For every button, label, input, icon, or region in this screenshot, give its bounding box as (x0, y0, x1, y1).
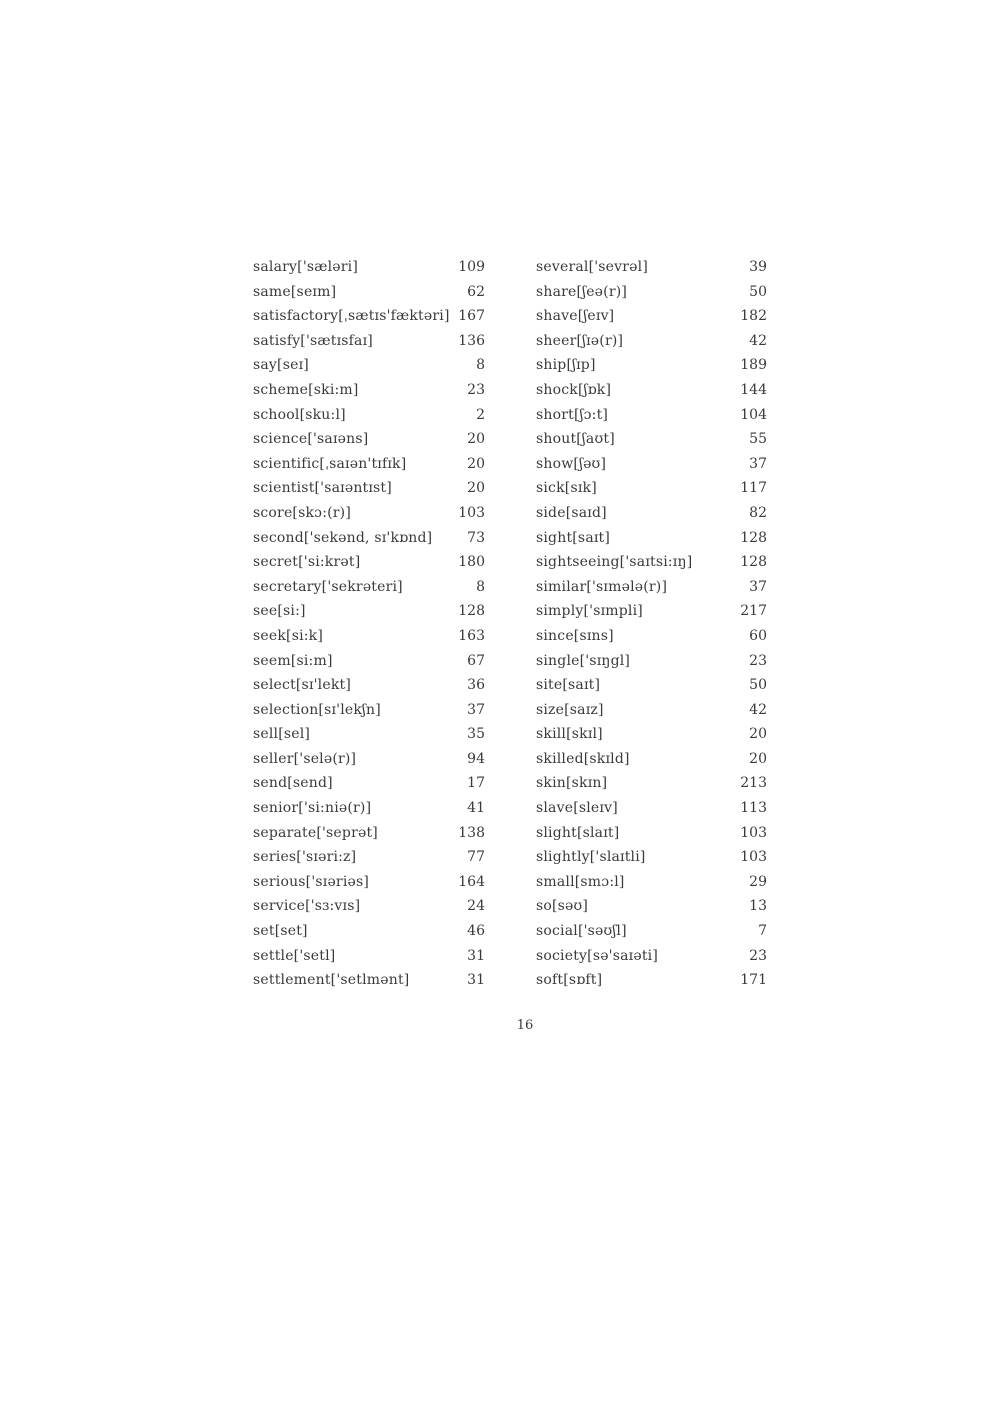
word-entry (536, 353, 768, 378)
word-entry (253, 501, 485, 526)
page-reference: 8 (476, 578, 485, 595)
word-entry (536, 968, 768, 993)
word-with-phonetic: salary['sæləri] (253, 259, 359, 275)
word-entry (536, 624, 768, 649)
page-reference: 103 (740, 849, 767, 866)
word-with-phonetic: social['səʊʃl] (536, 923, 627, 940)
word-entry (253, 476, 485, 501)
word-entry (253, 526, 485, 551)
page-reference: 60 (749, 627, 767, 644)
word-with-phonetic: see[si:] (253, 603, 306, 620)
page-reference: 36 (467, 677, 485, 694)
page-reference: 8 (476, 357, 485, 374)
word-with-phonetic: show[ʃəʊ] (536, 455, 607, 472)
page-reference: 23 (749, 947, 767, 964)
page-reference: 46 (467, 923, 485, 940)
page-reference: 82 (749, 504, 767, 521)
page-reference: 50 (749, 283, 767, 300)
word-entry (253, 452, 485, 477)
page-reference: 77 (467, 849, 485, 866)
word-entry (536, 649, 768, 674)
word-with-phonetic: shave[ʃeɪv] (536, 308, 615, 325)
word-entry (536, 796, 768, 821)
page-reference: 24 (467, 898, 485, 915)
page-reference: 128 (740, 529, 767, 546)
page-reference: 20 (467, 455, 485, 472)
page-reference: 164 (458, 873, 485, 890)
page-reference: 31 (467, 947, 485, 964)
word-with-phonetic: secretary['sekrəteri] (253, 578, 403, 595)
word-with-phonetic: series['sɪəri:z] (253, 849, 357, 866)
word-with-phonetic: ship[ʃɪp] (536, 357, 596, 374)
word-with-phonetic: since[sɪns] (536, 627, 614, 644)
word-with-phonetic: skin[skɪn] (536, 775, 608, 792)
page-reference: 7 (758, 923, 767, 940)
page-reference: 37 (467, 701, 485, 718)
word-with-phonetic: science['saɪəns] (253, 431, 369, 448)
word-with-phonetic: small[smɔ:l] (536, 873, 625, 890)
word-entry (536, 501, 768, 526)
word-with-phonetic: short[ʃɔ:t] (536, 406, 609, 423)
word-with-phonetic: serious['sɪəriəs] (253, 873, 370, 890)
word-entry (253, 427, 485, 452)
word-entry (253, 378, 485, 403)
page-reference: 37 (749, 578, 767, 595)
word-with-phonetic: sheer[ʃɪə(r)] (536, 332, 624, 349)
word-entry (536, 894, 768, 919)
page-reference: 94 (467, 750, 485, 767)
word-with-phonetic: skilled[skɪld] (536, 750, 630, 767)
page-reference: 29 (749, 873, 767, 890)
word-entry (536, 280, 768, 305)
word-with-phonetic: service['sɜ:vɪs] (253, 898, 361, 915)
page-reference: 109 (458, 259, 485, 275)
page-reference: 23 (467, 381, 485, 398)
word-entry (536, 427, 768, 452)
page-reference: 144 (740, 381, 767, 398)
word-entry (253, 747, 485, 772)
word-with-phonetic: score[skɔ:(r)] (253, 504, 351, 521)
page-reference: 136 (458, 332, 485, 349)
right-word-column (536, 255, 768, 993)
word-with-phonetic: shock[ʃɒk] (536, 381, 612, 398)
page-reference: 103 (458, 504, 485, 521)
word-with-phonetic: slight[slaɪt] (536, 824, 620, 841)
word-entry (253, 673, 485, 698)
word-with-phonetic: seek[si:k] (253, 627, 324, 644)
page-reference: 180 (458, 554, 485, 571)
word-entry (253, 845, 485, 870)
word-entry (253, 722, 485, 747)
page-reference: 67 (467, 652, 485, 669)
word-entry (536, 698, 768, 723)
page-reference: 217 (740, 603, 767, 620)
word-with-phonetic: senior['si:niə(r)] (253, 800, 372, 817)
page-reference: 20 (749, 726, 767, 743)
page-reference: 42 (749, 332, 767, 349)
page-reference: 138 (458, 824, 485, 841)
page-reference: 31 (467, 972, 485, 989)
word-entry (536, 821, 768, 846)
word-with-phonetic: simply['sɪmpli] (536, 603, 643, 620)
word-entry (536, 944, 768, 969)
page-reference: 213 (740, 775, 767, 792)
page-reference: 167 (458, 308, 485, 325)
word-entry (536, 526, 768, 551)
word-entry (536, 304, 768, 329)
word-entry (253, 255, 485, 280)
page-reference: 20 (467, 431, 485, 448)
word-entry (253, 919, 485, 944)
word-entry (253, 771, 485, 796)
word-with-phonetic: site[saɪt] (536, 677, 601, 694)
word-with-phonetic: say[seɪ] (253, 357, 309, 374)
page-reference: 35 (467, 726, 485, 743)
word-with-phonetic: side[saɪd] (536, 504, 607, 521)
page-reference: 20 (467, 480, 485, 497)
page-reference: 50 (749, 677, 767, 694)
word-with-phonetic: seem[si:m] (253, 652, 333, 669)
word-entry (253, 796, 485, 821)
word-entry (253, 944, 485, 969)
word-entry (536, 550, 768, 575)
page-number: 16 (516, 1018, 534, 1033)
word-entry (253, 968, 485, 993)
word-entry (536, 870, 768, 895)
page-reference: 128 (458, 603, 485, 620)
page-reference: 2 (476, 406, 485, 423)
page-reference: 42 (749, 701, 767, 718)
page-reference: 171 (740, 972, 767, 989)
page-reference: 39 (749, 259, 767, 275)
word-entry (536, 747, 768, 772)
page-reference: 62 (467, 283, 485, 300)
word-entry (253, 870, 485, 895)
left-word-column (253, 255, 485, 993)
word-with-phonetic: size[saɪz] (536, 701, 604, 718)
page-reference: 23 (749, 652, 767, 669)
word-with-phonetic: scheme[ski:m] (253, 381, 359, 398)
page-reference: 73 (467, 529, 485, 546)
page-reference: 13 (749, 898, 767, 915)
page-reference: 117 (740, 480, 767, 497)
word-entry (536, 255, 768, 280)
page-reference: 41 (467, 800, 485, 817)
word-entry (536, 378, 768, 403)
page-reference: 104 (740, 406, 767, 423)
word-with-phonetic: skill[skɪl] (536, 726, 603, 743)
word-entry (253, 575, 485, 600)
word-entry (253, 403, 485, 428)
word-with-phonetic: satisfy['sætɪsfaɪ] (253, 332, 373, 349)
word-with-phonetic: scientific[ˌsaɪən'tɪfɪk] (253, 455, 407, 472)
word-with-phonetic: sell[sel] (253, 726, 311, 743)
word-entry (253, 353, 485, 378)
word-with-phonetic: soft[sɒft] (536, 972, 603, 989)
word-with-phonetic: seller['selə(r)] (253, 750, 357, 767)
word-with-phonetic: select[sɪ'lekt] (253, 677, 352, 694)
word-with-phonetic: secret['si:krət] (253, 554, 361, 571)
page-reference: 17 (467, 775, 485, 792)
page-reference: 55 (749, 431, 767, 448)
word-entry (253, 624, 485, 649)
word-with-phonetic: sightseeing['saɪtsi:ɪŋ] (536, 554, 693, 571)
word-entry (536, 919, 768, 944)
word-with-phonetic: sight[saɪt] (536, 529, 611, 546)
page-reference: 37 (749, 455, 767, 472)
word-with-phonetic: settle['setl] (253, 947, 336, 964)
word-with-phonetic: sick[sɪk] (536, 480, 597, 497)
word-with-phonetic: society[sə'saɪəti] (536, 947, 658, 964)
word-with-phonetic: settlement['setlmənt] (253, 972, 410, 989)
word-entry (253, 649, 485, 674)
word-with-phonetic: slightly['slaɪtli] (536, 849, 646, 866)
word-entry (253, 821, 485, 846)
word-entry (536, 403, 768, 428)
word-entry (536, 329, 768, 354)
word-with-phonetic: satisfactory[ˌsætɪs'fæktəri] (253, 308, 450, 325)
word-entry (253, 280, 485, 305)
word-with-phonetic: single['sɪŋgl] (536, 652, 631, 669)
page-reference: 103 (740, 824, 767, 841)
word-with-phonetic: similar['sɪmələ(r)] (536, 578, 668, 595)
word-entry (253, 894, 485, 919)
word-entry (536, 771, 768, 796)
word-with-phonetic: school[sku:l] (253, 406, 346, 423)
word-with-phonetic: second['sekənd, sɪ'kɒnd] (253, 529, 433, 546)
page-reference: 189 (740, 357, 767, 374)
page-reference: 20 (749, 750, 767, 767)
word-with-phonetic: selection[sɪ'lekʃn] (253, 701, 381, 718)
word-with-phonetic: so[səʊ] (536, 898, 589, 915)
word-entry (536, 575, 768, 600)
page-reference: 128 (740, 554, 767, 571)
word-entry (536, 845, 768, 870)
word-entry (253, 550, 485, 575)
word-with-phonetic: set[set] (253, 923, 308, 940)
word-entry (536, 452, 768, 477)
word-with-phonetic: same[seɪm] (253, 283, 337, 300)
word-entry (536, 673, 768, 698)
word-with-phonetic: scientist['saɪəntɪst] (253, 480, 392, 497)
word-with-phonetic: separate['seprət] (253, 824, 378, 841)
word-with-phonetic: several['sevrəl] (536, 259, 648, 275)
page-reference: 163 (458, 627, 485, 644)
word-entry (253, 698, 485, 723)
word-entry (536, 722, 768, 747)
word-with-phonetic: share[ʃeə(r)] (536, 283, 628, 300)
word-entry (253, 329, 485, 354)
word-with-phonetic: shout[ʃaʊt] (536, 431, 615, 448)
word-entry (253, 304, 485, 329)
page-reference: 113 (740, 800, 767, 817)
page-reference: 182 (740, 308, 767, 325)
word-with-phonetic: send[send] (253, 775, 333, 792)
word-entry (536, 476, 768, 501)
word-entry (536, 599, 768, 624)
word-entry (253, 599, 485, 624)
word-with-phonetic: slave[sleɪv] (536, 800, 618, 817)
